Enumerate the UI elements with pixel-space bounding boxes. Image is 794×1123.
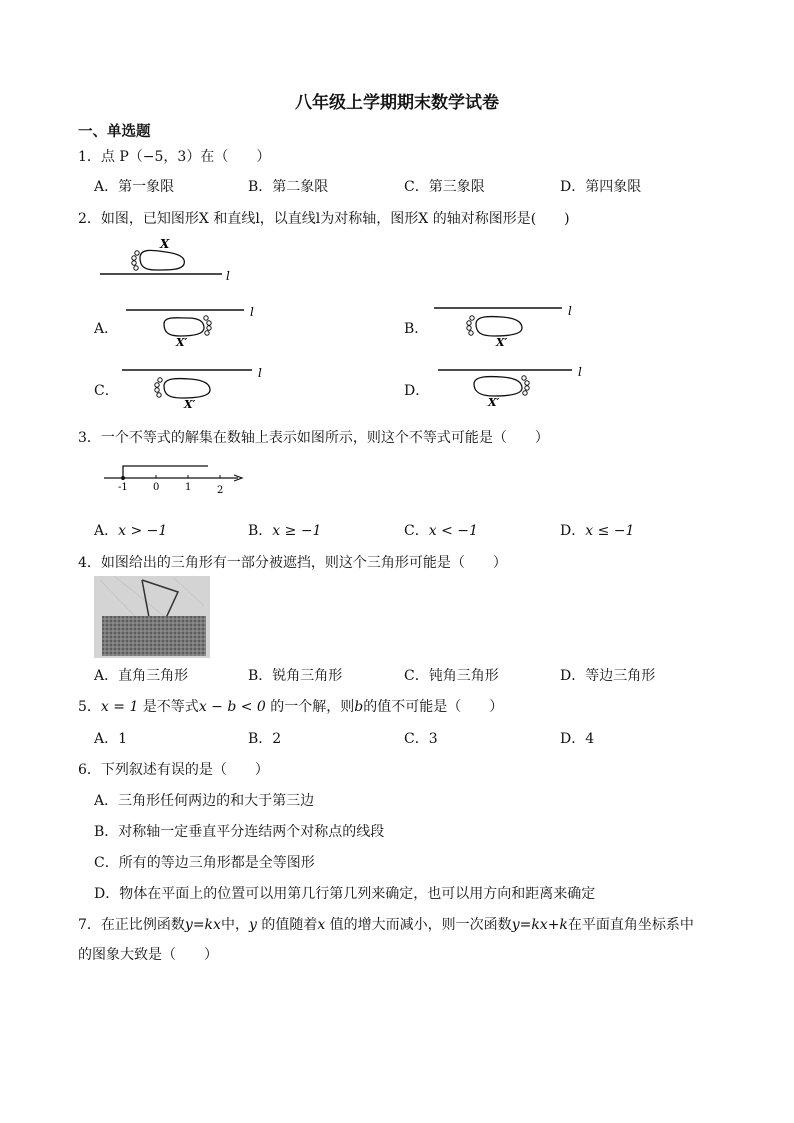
q5-inequality: x − b < 0 (198, 699, 266, 715)
q5-option-d[interactable]: D．4 (560, 731, 595, 747)
svg-text:X′: X′ (176, 336, 188, 349)
q5-expr-x-equals-1: x = 1 (100, 699, 139, 715)
q2-option-d-figure[interactable] (434, 362, 594, 410)
q1-option-a[interactable]: A．第一象限 (94, 179, 175, 195)
question-5-stem: 5．x = 1 是不等式x − b < 0 的一个解，则b的值不可能是（ ） (78, 699, 504, 715)
q4-option-d[interactable]: D．等边三角形 (560, 668, 656, 684)
q3-option-d[interactable]: D．x ≤ −1 (560, 523, 635, 539)
q3-tick-1: 1 (185, 482, 192, 493)
question-2-stem: 2．如图，已知图形X 和直线l，以直线l为对称轴，图形X 的轴对称图形是( ) (78, 211, 570, 227)
question-7-stem-line2: 的图象大致是（ ） (78, 947, 218, 963)
question-3-stem: 3．一个不等式的解集在数轴上表示如图所示，则这个不等式可能是（ ） (78, 430, 549, 446)
q2-option-c[interactable]: C． (94, 383, 119, 399)
q6-option-c[interactable]: C．所有的等边三角形都是全等图形 (94, 855, 315, 871)
svg-text:l: l (568, 304, 572, 318)
q3-option-b[interactable]: B．x ≥ −1 (248, 523, 322, 539)
q2-reference-figure (96, 236, 246, 286)
svg-text:X′: X′ (184, 398, 196, 411)
q2-fig-x-label: X (160, 237, 170, 251)
q1-option-c[interactable]: C．第三象限 (404, 179, 485, 195)
question-6-stem: 6．下列叙述有误的是（ ） (78, 762, 269, 778)
q3-tick-2: 2 (217, 485, 224, 496)
q1-option-b[interactable]: B．第二象限 (248, 179, 329, 195)
svg-text:l: l (258, 366, 262, 380)
q2-option-b-figure[interactable] (430, 302, 580, 350)
q3-tick-neg1: -1 (118, 482, 128, 493)
q3-option-c-expr: x < −1 (428, 523, 478, 539)
q4-option-c[interactable]: C．钝角三角形 (404, 668, 499, 684)
q3-option-d-expr: x ≤ −1 (585, 523, 635, 539)
question-1-stem: 1．点 P（−5，3）在（ ） (78, 149, 271, 165)
q2-option-a[interactable]: A． (94, 321, 119, 337)
svg-text:l: l (250, 305, 254, 319)
q4-occluded-triangle-image (94, 576, 210, 658)
q2-fig-line-label: l (226, 269, 230, 283)
q2-option-c-figure[interactable] (118, 364, 268, 412)
q2-option-d[interactable]: D． (404, 383, 430, 399)
q6-option-b[interactable]: B．对称轴一定垂直平分连结两个对称点的线段 (94, 824, 385, 840)
page-title: 八年级上学期期末数学试卷 (295, 93, 499, 113)
q4-option-b[interactable]: B．锐角三角形 (248, 668, 343, 684)
q2-option-b[interactable]: B． (404, 321, 429, 337)
q4-option-a[interactable]: A．直角三角形 (94, 668, 189, 684)
svg-text:l: l (578, 365, 582, 379)
question-4-stem: 4．如图给出的三角形有一部分被遮挡，则这个三角形可能是（ ） (78, 555, 507, 571)
q3-option-c[interactable]: C．x < −1 (404, 523, 478, 539)
q3-tick-0: 0 (153, 482, 160, 493)
q3-option-a-expr: x > −1 (118, 523, 168, 539)
q6-option-d[interactable]: D．物体在平面上的位置可以用第几行第几列来确定，也可以用方向和距离来确定 (94, 886, 596, 902)
question-7-stem-line1: 7．在正比例函数y=kx中，y 的值随着x 值的增大而减小，则一次函数y=kx+k在平面直角坐标系中 (78, 917, 694, 933)
svg-text:X′: X′ (488, 396, 500, 409)
section-heading-single-choice: 一、单选题 (78, 123, 151, 140)
q3-number-line (100, 458, 250, 498)
q5-option-c[interactable]: C．3 (404, 731, 438, 747)
q3-option-a[interactable]: A．x > −1 (94, 523, 168, 539)
q6-option-a[interactable]: A．三角形任何两边的和大于第三边 (94, 793, 315, 809)
q5-option-b[interactable]: B．2 (248, 731, 282, 747)
q3-option-b-expr: x ≥ −1 (272, 523, 322, 539)
q2-option-a-figure[interactable] (118, 302, 268, 350)
svg-text:X′: X′ (496, 336, 508, 349)
q1-option-d[interactable]: D．第四象限 (560, 179, 642, 195)
q5-option-a[interactable]: A．1 (94, 731, 128, 747)
